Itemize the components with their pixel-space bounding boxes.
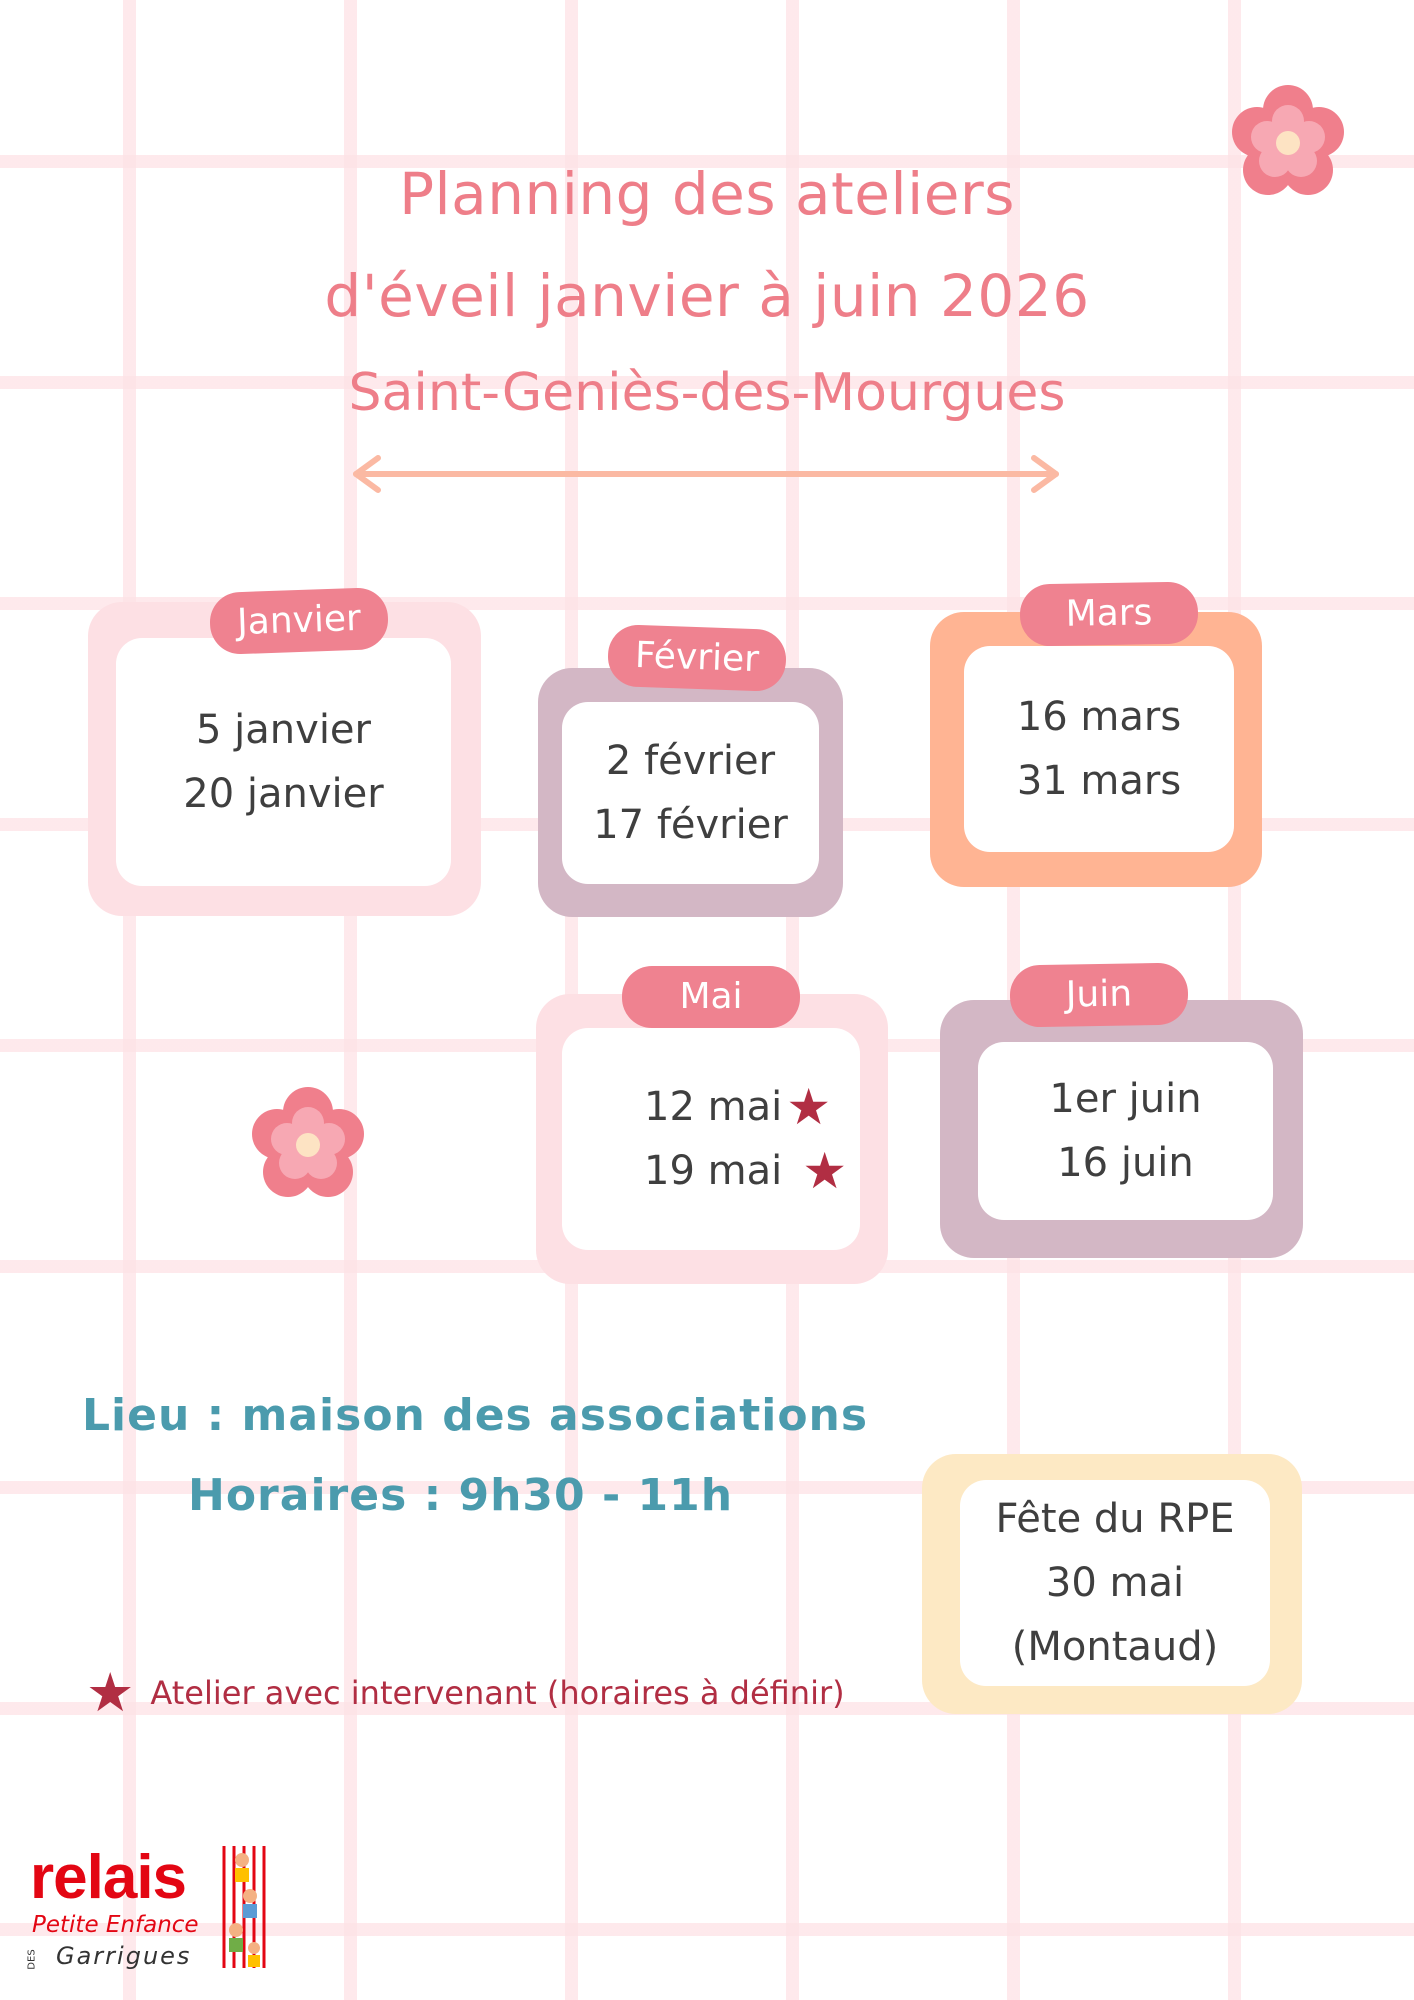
- legend-text: Atelier avec intervenant (horaires à définir): [150, 1674, 845, 1712]
- logo-des: DES: [26, 1949, 38, 1970]
- location-info: Lieu : maison des associations: [82, 1390, 869, 1441]
- date-item: 1er juin: [1049, 1076, 1202, 1122]
- relais-logo: [28, 1842, 278, 1982]
- logo-subtitle: Petite Enfance: [32, 1912, 199, 1938]
- month-tag-mars: Mars: [1019, 581, 1198, 646]
- month-tag-janvier: Janvier: [209, 587, 389, 655]
- month-card-body: [964, 646, 1234, 852]
- month-tag-fevrier: Février: [607, 624, 787, 692]
- date-item: 19 mai: [644, 1148, 783, 1194]
- month-card-juin: [940, 1000, 1303, 1258]
- date-item: 31 mars: [1016, 758, 1182, 804]
- month-card-body: [562, 702, 819, 884]
- legend: [86, 1661, 845, 1724]
- date-item: 20 janvier: [183, 771, 384, 817]
- star-icon: ★: [802, 1142, 848, 1200]
- fete-card-body: [960, 1480, 1270, 1686]
- date-item: 16 juin: [1057, 1140, 1194, 1186]
- logo-region: Garrigues: [56, 1942, 192, 1970]
- double-arrow-icon: [346, 454, 1066, 494]
- date-item: 2 février: [605, 738, 776, 784]
- page-subtitle-location: Saint-Geniès-des-Mourgues: [348, 363, 1066, 423]
- date-row: [644, 1075, 831, 1139]
- date-row: [644, 1139, 847, 1203]
- star-icon: ★: [86, 1661, 135, 1724]
- page-title-line2: d'éveil janvier à juin 2026: [324, 262, 1090, 330]
- date-item: 16 mars: [1016, 694, 1182, 740]
- month-card-fevrier: [538, 668, 843, 917]
- month-card-body: [978, 1042, 1273, 1220]
- month-tag-juin: Juin: [1009, 962, 1188, 1027]
- schedule-info: Horaires : 9h30 - 11h: [188, 1470, 734, 1521]
- date-item: 17 février: [593, 802, 788, 848]
- fete-date: 30 mai: [1045, 1560, 1185, 1606]
- fete-place: (Montaud): [1011, 1624, 1219, 1670]
- page-title-line1: Planning des ateliers: [399, 160, 1015, 228]
- month-card-body: [116, 638, 451, 886]
- star-icon: ★: [786, 1078, 832, 1136]
- children-illustration-icon: [220, 1844, 268, 1970]
- month-card-body: [562, 1028, 860, 1250]
- fete-card: [922, 1454, 1302, 1714]
- month-card-mars: [930, 612, 1262, 887]
- month-tag-mai: Mai: [622, 966, 800, 1028]
- flower-icon: [246, 1078, 370, 1212]
- date-item: 5 janvier: [196, 707, 371, 753]
- month-card-mai: [536, 994, 888, 1284]
- date-item: 12 mai: [644, 1084, 783, 1130]
- fete-title: Fête du RPE: [995, 1496, 1235, 1542]
- logo-name: relais: [30, 1843, 187, 1912]
